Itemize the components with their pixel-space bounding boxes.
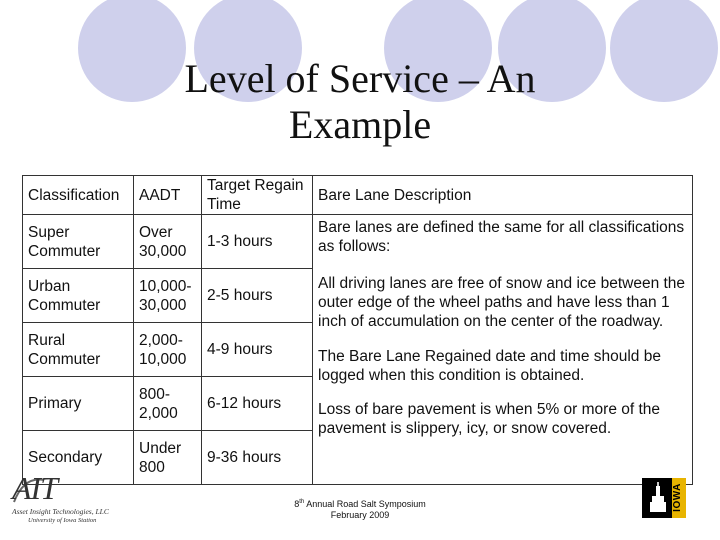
- cell-classification: Primary: [23, 377, 134, 431]
- header-target-regain-time: Target Regain Time: [202, 176, 313, 215]
- iowa-wordmark: IOWA: [672, 483, 684, 512]
- cell-classification: Secondary: [23, 431, 134, 485]
- bare-lane-description-cell: [313, 215, 693, 485]
- level-of-service-table: [22, 175, 693, 485]
- cell-classification: Rural Commuter: [23, 323, 134, 377]
- cell-aadt: 800-2,000: [134, 377, 202, 431]
- description-paragraph: Loss of bare pavement is when 5% or more of the pavement is slippery, icy, or snow covered.: [318, 401, 661, 437]
- footer-date: February 2009: [330, 510, 390, 520]
- description-paragraph: The Bare Lane Regained date and time should be logged when this condition is obtained.: [318, 348, 661, 384]
- footer-event-name: Annual Road Salt Symposium: [304, 499, 426, 509]
- description-paragraph: All driving lanes are free of snow and ice between the outer edge of the wheel paths and have less than 1 inch of accumulation on the center of the roadway.: [318, 275, 686, 330]
- cell-aadt: Over 30,000: [134, 215, 202, 269]
- table-header-row: [23, 176, 693, 215]
- iowa-gold-band: [672, 478, 686, 518]
- cell-aadt: 10,000-30,000: [134, 269, 202, 323]
- slide-title: Level of Service – An Example: [184, 56, 536, 147]
- footer-ordinal-suffix: th: [299, 499, 305, 505]
- description-paragraph: Bare lanes are defined the same for all classifications as follows:: [318, 219, 685, 255]
- header-classification: Classification: [23, 176, 134, 215]
- cell-target: 1-3 hours: [202, 215, 313, 269]
- cell-target: 6-12 hours: [202, 377, 313, 431]
- footer-ordinal: 8: [294, 499, 300, 509]
- header-aadt: AADT: [134, 176, 202, 215]
- cell-aadt: 2,000-10,000: [134, 323, 202, 377]
- footer: [0, 497, 720, 521]
- cell-classification: Super Commuter: [23, 215, 134, 269]
- cell-target: 4-9 hours: [202, 323, 313, 377]
- cell-target: 9-36 hours: [202, 431, 313, 485]
- cell-aadt: Under 800: [134, 431, 202, 485]
- old-capitol-icon: [642, 478, 672, 518]
- iowa-logo: [642, 478, 686, 518]
- ait-logo-mark: AIT: [12, 470, 57, 506]
- cell-target: 2-5 hours: [202, 269, 313, 323]
- cell-classification: Urban Commuter: [23, 269, 134, 323]
- ait-logo-subtitle: University of Iowa Station: [28, 517, 97, 524]
- ait-logo-name: Asset Insight Technologies, LLC: [12, 507, 109, 516]
- table-row: [23, 215, 693, 269]
- footer-event: [0, 497, 720, 510]
- header-bare-lane-description: Bare Lane Description: [313, 176, 693, 215]
